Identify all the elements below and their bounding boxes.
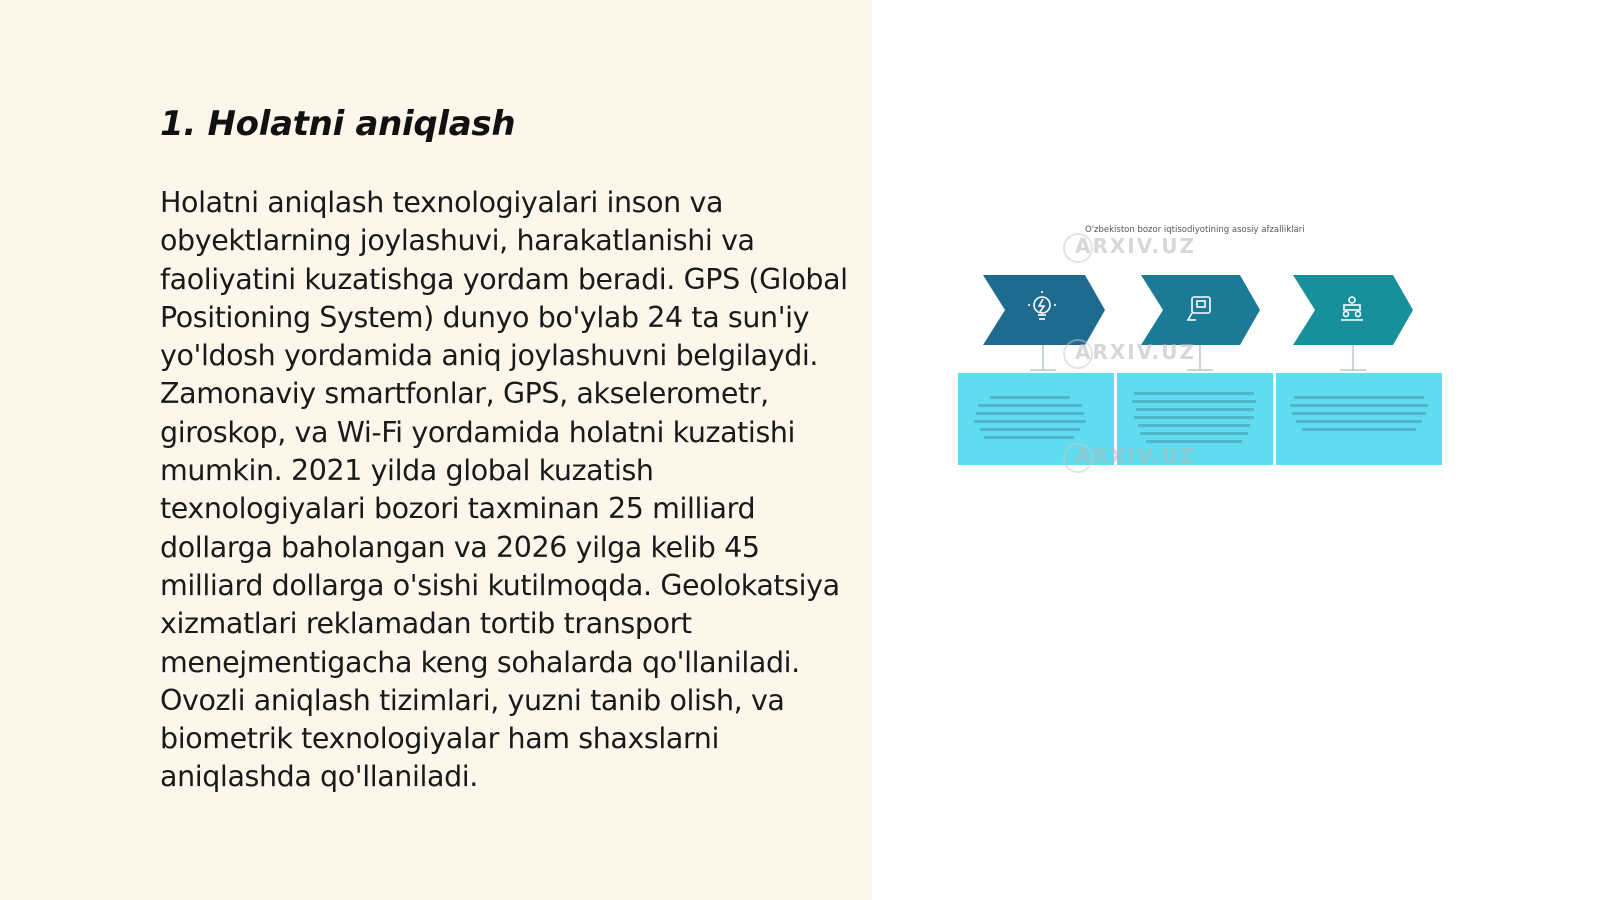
slide-paragraph: Holatni aniqlash texnologiyalari inson va obyektlarning joylashuvi, harakatlanishi va faoliyatini kuzatishga yordam beradi. GPS (Global Positioning System) dunyo bo'ylab 24 ta sun'iy yo'ldosh yordamida aniq joylashuvni belgilaydi. Zamonaviy smartfonlar, GPS, akselerometr, giroskop, va Wi-Fi yordamida holatni kuzatishi mumkin. 2021 yilda global kuzatish texnologiyalari bozori taxminan 25 milliard dollarga baholangan va 2026 yilga kelib 45 milliard dollarga o'sishi kutilmoqda. Geolokatsiya xizmatlari reklamadan tortib transport menejmentigacha keng sohalarda qo'llaniladi. Ovozli aniqlash tizimlari, yuzni tanib olish, va biometrik texnologiyalar ham shaxslarni aniqlashda qo'llaniladi. [160,186,848,794]
arrow-shape-2 [1141,275,1260,345]
infographic-image [950,220,1460,480]
slide-heading: 1. Holatni aniqlash [160,104,516,144]
infographic-svg [950,220,1460,480]
infographic-caption: O'zbekiston bozor iqtisodiyotining asosiy afzalliklari [1085,225,1305,235]
watermark-text-2: ARXIV.UZ [1075,340,1196,364]
info-box-3 [1276,373,1442,465]
watermark-text-1: ARXIV.UZ [1075,234,1196,258]
watermark-text-3: ARXIV.UZ [1075,444,1196,468]
arrow-shape-1 [983,275,1105,345]
